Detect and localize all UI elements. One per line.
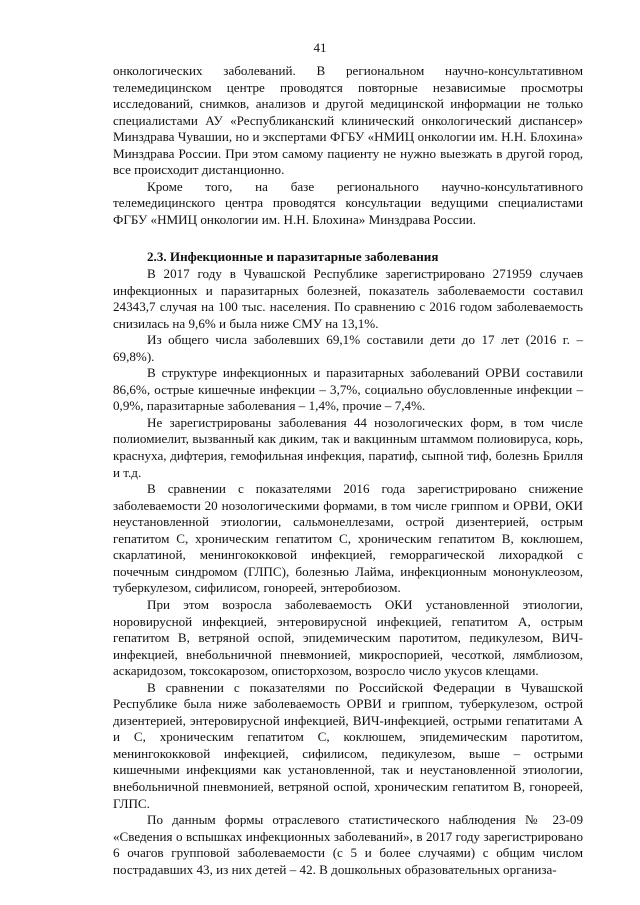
section-paragraph-5: В сравнении с показателями 2016 года зарегистрировано снижение заболеваемости 20 нозологическими формами, в том числе гриппом и ОРВИ, ОКИ неустановленной этиологии, сальмонеллезами, острой дизентерией, острым гепатитом С, хроническим гепатитом С, хроническим гепатитом В, коклюшем, скарлатиной, менингококковой инфекцией, геморрагической лихорадкой с почечным синдромом (ГЛПС), болезнью Лайма, инфекционным мононуклеозом, туберкулезом, сифилисом, гонореей, энтеробиозом. (113, 481, 583, 596)
page-body (113, 63, 583, 878)
section-paragraph-3: В структуре инфекционных и паразитарных заболеваний ОРВИ составили 86,6%, острые кишечные инфекции – 3,7%, социально обусловленные инфекции – 0,9%, паразитарные заболевания – 1,4%, прочие – 7,4%. (113, 365, 583, 414)
section-paragraph-6: При этом возросла заболеваемость ОКИ установленной этиологии, норовирусной инфекцией, энтеровирусной инфекцией, гепатитом А, острым гепатитом В, ветряной оспой, эпидемическим паротитом, педикулезом, ВИЧ-инфекцией, внебольничной пневмонией, микроспорией, чесоткой, лямблиозом, аскаридозом, токсокарозом, описторхозом, возросло число укусов клещами. (113, 596, 583, 679)
page-number: 41 (313, 40, 327, 55)
intro-paragraph-1: онкологических заболеваний. В региональном научно-консультативном телемедицинском центре проводятся повторные независимые просмотры исследований, снимков, анализов и другой медицинской информации не только специалистами АУ «Республиканский клинический онкологический диспансер» Минздрава Чувашии, но и экспертами ФГБУ «НМИЦ онкологии им. Н.Н. Блохина» Минздрава России. При этом самому пациенту не нужно выезжать в другой город, все происходит дистанционно. (113, 63, 583, 178)
section-paragraph-1: В 2017 году в Чувашской Республике зарегистрировано 271959 случаев инфекционных и паразитарных болезней, показатель заболеваемости составил 24343,7 случая на 100 тыс. населения. По сравнению с 2016 годом заболеваемость снизилась на 9,6% и была ниже СМУ на 13,1%. (113, 266, 583, 331)
section-paragraph-7: В сравнении с показателями по Российской Федерации в Чувашской Республике была ниже заболеваемость ОРВИ и гриппом, туберкулезом, острой дизентерией, энтеровирусной инфекцией, ВИЧ-инфекцией, острыми гепатитами А и С, хроническим гепатитом С, коклюшем, эпидемическим паротитом, менингококковой инфекцией, сифилисом, педикулезом, выше – острыми кишечными инфекциями как установленной, так и неустановленной этиологии, внебольничной пневмонией, ветряной оспой, хроническим гепатитом В, гонореей, ГЛПС. (113, 679, 583, 811)
section-paragraph-2: Из общего числа заболевших 69,1% составили дети до 17 лет (2016 г. – 69,8%). (113, 332, 583, 364)
section-paragraph-4: Не зарегистрированы заболевания 44 нозологических форм, в том числе полиомиелит, вызванный как диким, так и вакцинным штаммом полиовируса, корь, краснуха, дифтерия, гемофильная инфекция, паратиф, сыпной тиф, болезнь Брилля и т.д. (113, 414, 583, 480)
section-paragraph-8: По данным формы отраслевого статистического наблюдения № 23-09 «Сведения о вспышках инфекционных заболеваний», в 2017 году зарегистрировано 6 очагов групповой заболеваемости (с 5 и более случаями) с общим числом пострадавших 43, из них детей – 42. В дошкольных образовательных организа- (113, 812, 583, 877)
section-heading: 2.3. Инфекционные и паразитарные заболевания (147, 249, 439, 265)
intro-paragraph-2: Кроме того, на базе регионального научно-консультативного телемедицинского центра проводятся консультации ведущими специалистами ФГБУ «НМИЦ онкологии им. Н.Н. Блохина» Минздрава России. (113, 178, 583, 227)
